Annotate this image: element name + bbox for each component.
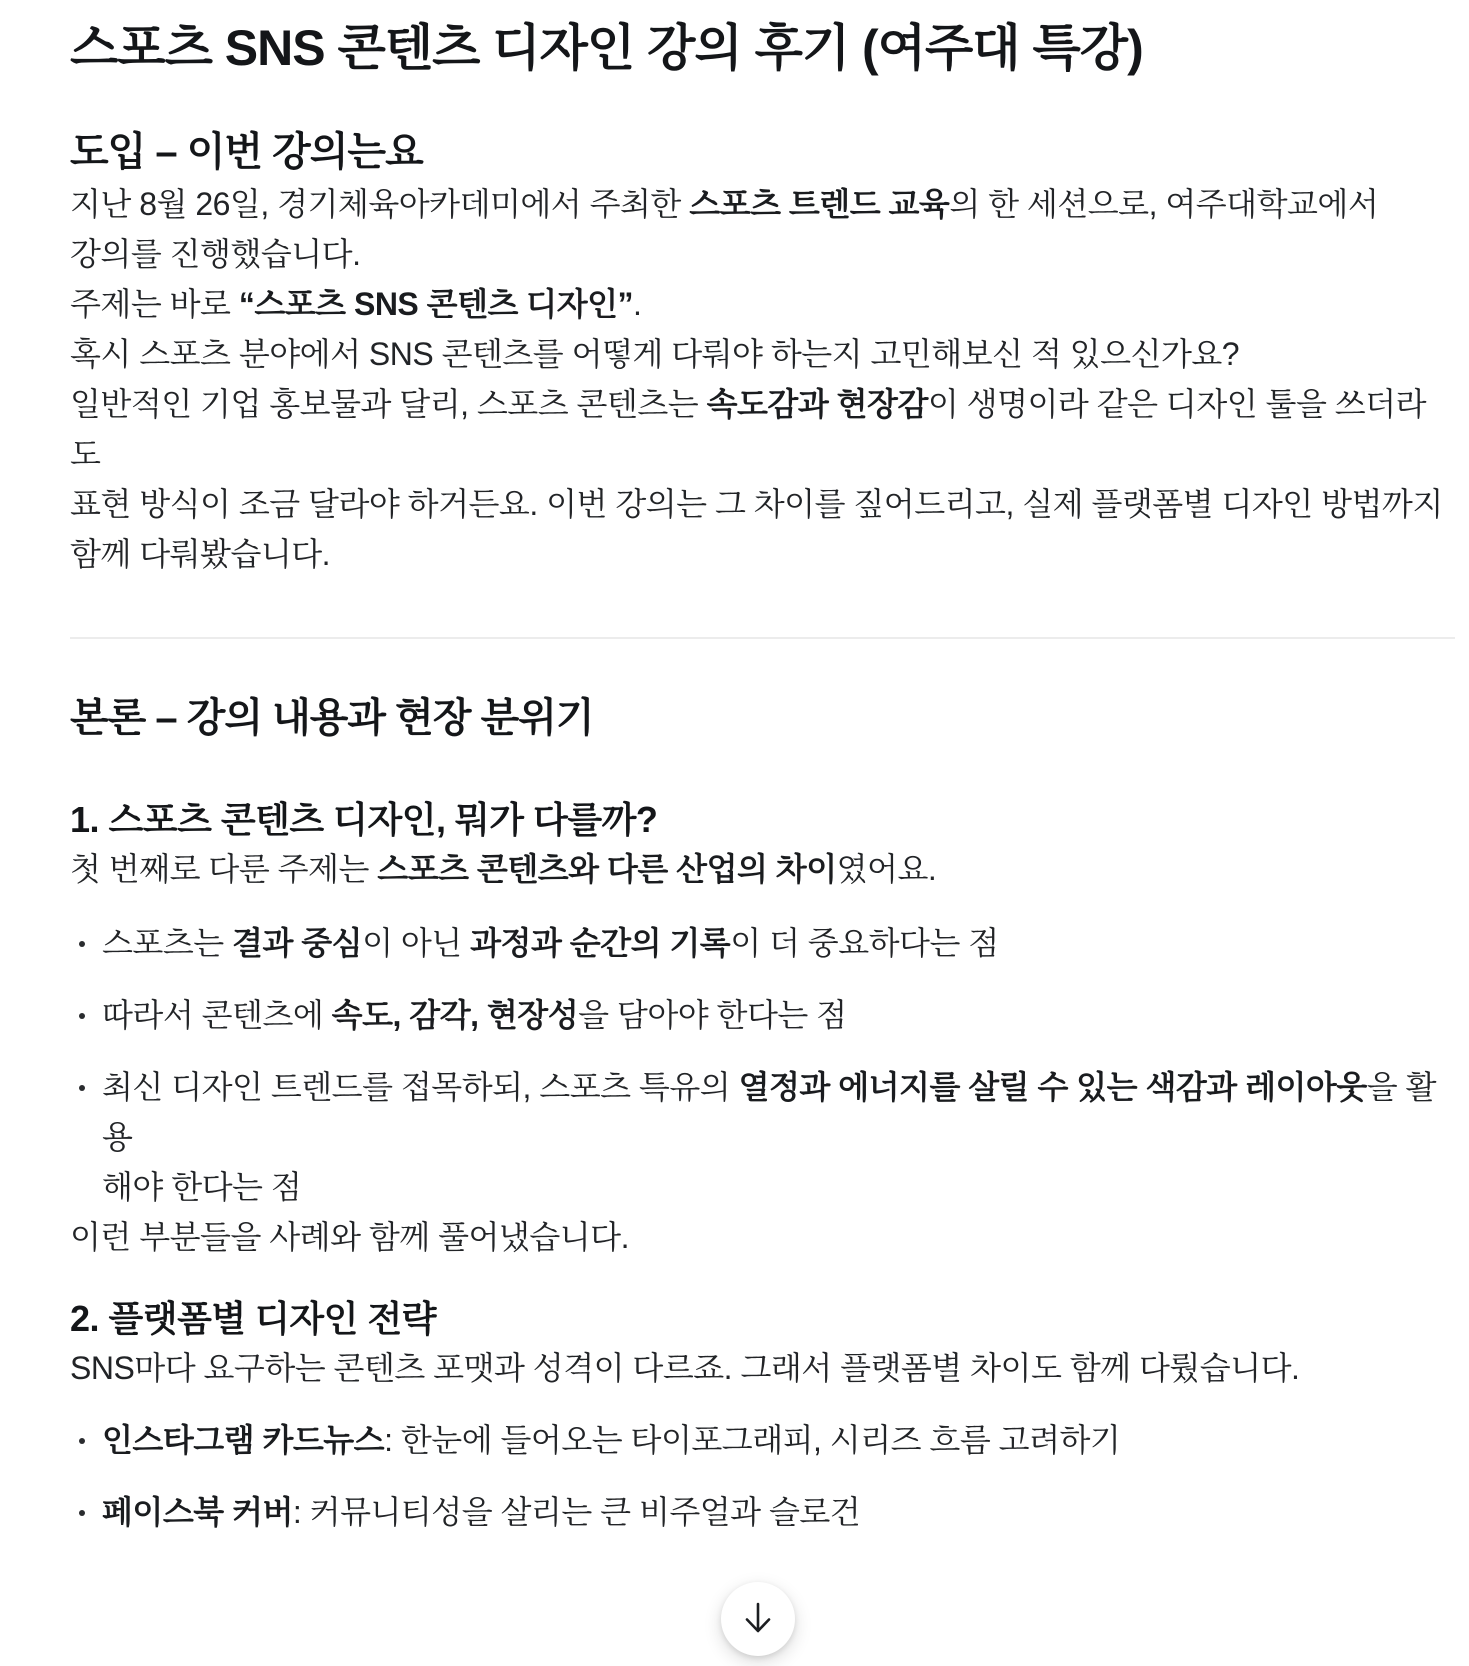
bold-text: 페이스북 커버 xyxy=(102,1494,293,1530)
text-segment: 따라서 콘텐츠에 xyxy=(102,997,332,1033)
main-section-heading: 본론 – 강의 내용과 현장 분위기 xyxy=(70,696,594,740)
bullet-item xyxy=(70,990,1455,1040)
bold-text: 속도, 감각, 현장성 xyxy=(331,997,579,1033)
intro-paragraph-2 xyxy=(70,329,1455,579)
subsection-1-bullet-list xyxy=(70,918,1455,1212)
bold-text: “스포츠 SNS 콘텐츠 디자인” xyxy=(238,286,634,322)
subsection-2-lead: SNS마다 요구하는 콘텐츠 포맷과 성격이 다르죠. 그래서 플랫폼별 차이도 함께 다뤘습니다. xyxy=(70,1350,1300,1386)
text-segment: 해야 한다는 점 xyxy=(102,1169,302,1205)
text-segment: 였어요. xyxy=(836,851,937,887)
bold-text: 결과 중심 xyxy=(232,925,363,961)
bullet-item xyxy=(70,1487,1455,1537)
text-segment: 을 활용 xyxy=(102,1069,1436,1155)
down-arrow-icon xyxy=(739,1599,777,1639)
bold-text: 과정과 순간의 기록 xyxy=(470,925,731,961)
subsection-2-bullet-list xyxy=(70,1415,1455,1537)
bullet-item xyxy=(70,1415,1455,1465)
bold-text: 속도감과 현장감 xyxy=(706,386,928,422)
text-segment: 첫 번째로 다룬 주제는 xyxy=(70,851,378,887)
text-segment: 강의를 진행했습니다. xyxy=(70,236,361,272)
text-segment: 표현 방식이 조금 달라야 하거든요. 이번 강의는 그 차이를 짚어드리고, 실제 플랫폼별 디자인 방법까지 xyxy=(70,486,1443,522)
subsection-1-closing: 이런 부분들을 사례와 함께 풀어냈습니다. xyxy=(70,1219,629,1255)
subsection-2-heading: 2. 플랫폼별 디자인 전략 xyxy=(70,1298,437,1339)
bold-text: 열정과 에너지를 살릴 수 있는 색감과 레이아웃 xyxy=(738,1069,1367,1105)
text-segment: 주제는 바로 xyxy=(70,286,239,322)
text-segment: 함께 다뤄봤습니다. xyxy=(70,536,331,572)
scroll-down-button[interactable] xyxy=(721,1582,795,1656)
text-segment: 이 생명이라 같은 디자인 툴을 쓰더라도 xyxy=(70,386,1426,472)
text-segment: 의 한 세션으로, 여주대학교에서 xyxy=(949,186,1379,222)
page-title: 스포츠 SNS 콘텐츠 디자인 강의 후기 (여주대 특강) xyxy=(70,20,1143,76)
bold-text: 스포츠 콘텐츠와 다른 산업의 차이 xyxy=(377,851,837,887)
text-segment: : 한눈에 들어오는 타이포그래피, 시리즈 흐름 고려하기 xyxy=(384,1422,1121,1458)
section-divider xyxy=(70,637,1455,639)
text-segment: 혹시 스포츠 분야에서 SNS 콘텐츠를 어떻게 다뤄야 하는지 고민해보신 적 있으신가요? xyxy=(70,336,1240,372)
text-segment: 최신 디자인 트렌드를 접목하되, 스포츠 특유의 xyxy=(102,1069,739,1105)
subsection-1-lead xyxy=(70,844,1455,894)
bold-text: 인스타그램 카드뉴스 xyxy=(102,1422,385,1458)
text-segment: 을 담아야 한다는 점 xyxy=(578,997,847,1033)
subsection-1-heading: 1. 스포츠 콘텐츠 디자인, 뭐가 다를까? xyxy=(70,799,658,840)
bold-text: 스포츠 트렌드 교육 xyxy=(689,186,950,222)
text-segment: . xyxy=(633,286,642,322)
document-page xyxy=(0,16,1469,1666)
intro-section-heading: 도입 – 이번 강의는요 xyxy=(70,130,423,174)
bullet-item xyxy=(70,1062,1455,1212)
text-segment: : 커뮤니티성을 살리는 큰 비주얼과 슬로건 xyxy=(292,1494,861,1530)
text-segment: 이 아닌 xyxy=(362,925,471,961)
text-segment: 이 더 중요하다는 점 xyxy=(730,925,999,961)
text-segment: 지난 8월 26일, 경기체육아카데미에서 주최한 xyxy=(70,186,690,222)
text-segment: 스포츠는 xyxy=(102,925,233,961)
bullet-item xyxy=(70,918,1455,968)
document-content xyxy=(0,16,1469,1537)
intro-paragraph-1 xyxy=(70,179,1455,329)
text-segment: 일반적인 기업 홍보물과 달리, 스포츠 콘텐츠는 xyxy=(70,386,707,422)
